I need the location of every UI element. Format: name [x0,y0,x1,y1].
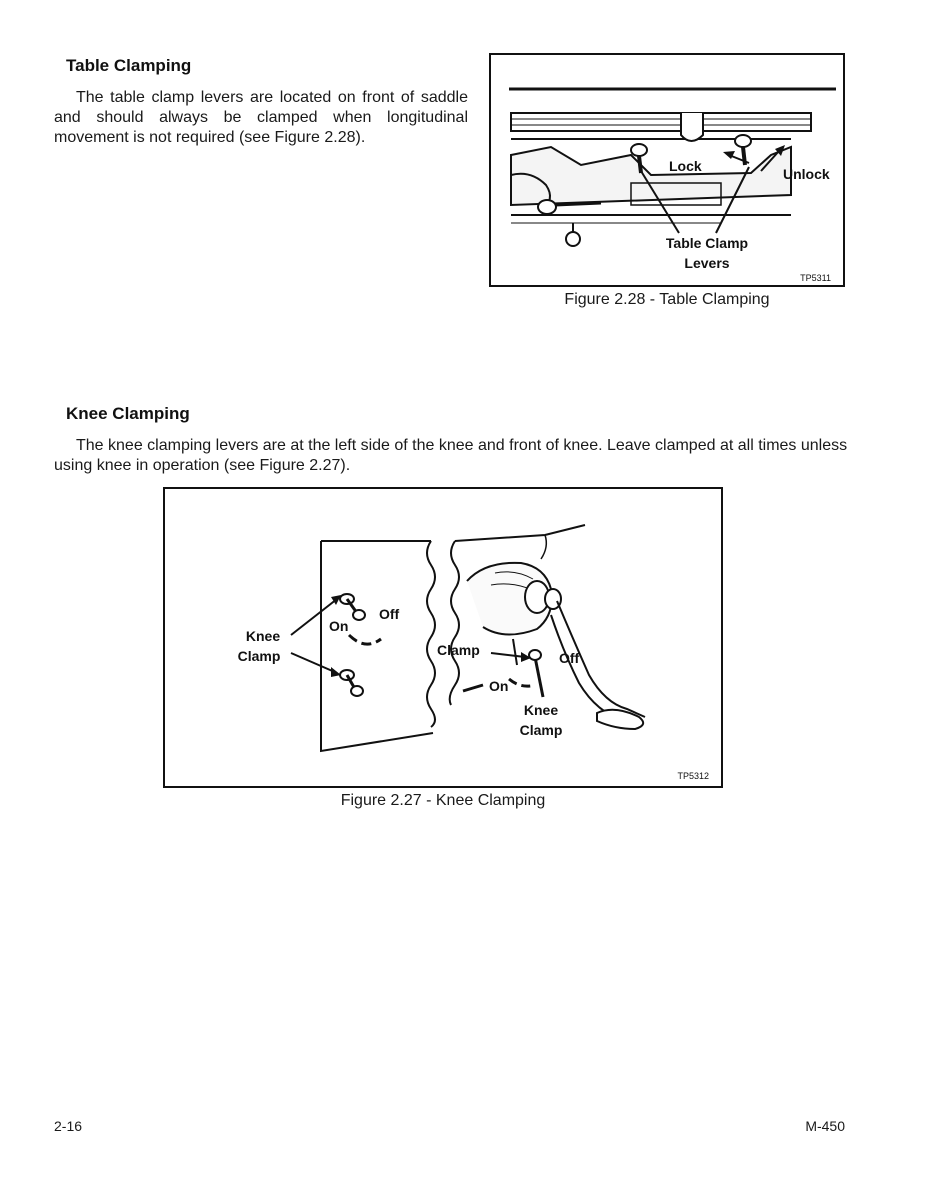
on-right-label: On [489,678,509,694]
unlock-label: Unlock [783,166,830,182]
knee-clamp-left-label-line2: Clamp [237,648,281,664]
section-heading-knee-clamping: Knee Clamping [66,404,190,423]
off-left-label: Off [379,606,400,622]
clamp-label: Clamp [437,642,480,658]
document-code: M-450 [805,1118,845,1134]
knee-clamp-right-label-line1: Knee [523,702,559,718]
table-clamping-paragraph: The table clamp levers are located on front of saddle and should always be clamped when longitudinal movement is not required (see Figure 2.28). [54,89,468,146]
page-number: 2-16 [54,1118,83,1134]
off-right-label: Off [559,650,580,666]
table-clamp-levers-label-line2: Levers [684,255,730,271]
on-left-label: On [329,618,349,634]
figure-2-27-frame [163,487,723,788]
knee-clamp-left-label-line1: Knee [245,628,281,644]
knee-clamp-right-label-line2: Clamp [519,722,563,738]
figure-2-27-caption: Figure 2.27 - Knee Clamping [340,792,546,809]
table-clamp-levers-label-line1: Table Clamp [665,235,749,251]
figure-code: TP5312 [677,771,709,781]
knee-clamping-paragraph: The knee clamping levers are at the left side of the knee and front of knee. Leave clamped at all times unless using knee in operation (see Figure 2.27). [54,437,848,474]
knee-clamping-illustration [165,489,721,786]
figure-2-28-caption: Figure 2.28 - Table Clamping [564,291,770,308]
section-heading-table-clamping: Table Clamping [66,56,192,75]
lock-label: Lock [669,158,702,174]
figure-code: TP5311 [800,273,831,283]
table-clamping-illustration [491,55,843,285]
figure-2-28-frame [489,53,845,287]
